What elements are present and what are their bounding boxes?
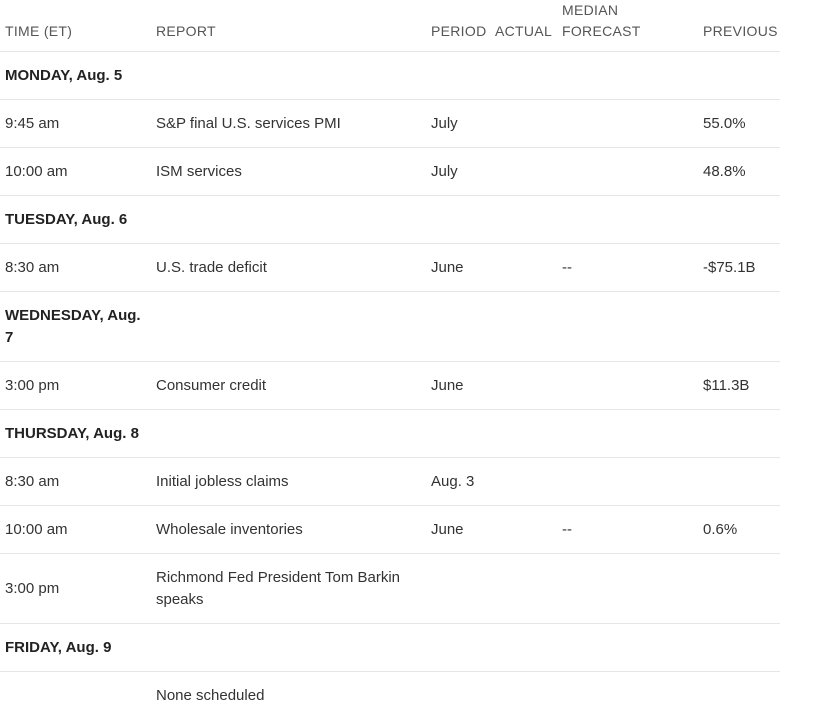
event-period: July (426, 148, 490, 196)
event-period: Aug. 3 (426, 458, 490, 506)
event-time: 8:30 am (0, 244, 151, 292)
table-row (0, 672, 780, 719)
event-period: June (426, 506, 490, 554)
table-row (0, 100, 780, 148)
event-actual (490, 554, 557, 624)
event-median (557, 554, 698, 624)
event-report: S&P final U.S. services PMI (151, 100, 426, 148)
day-label: THURSDAY, Aug. 8 (0, 410, 151, 458)
event-actual (490, 244, 557, 292)
event-report: U.S. trade deficit (151, 244, 426, 292)
day-label: TUESDAY, Aug. 6 (0, 196, 151, 244)
event-median (557, 458, 698, 506)
event-time: 3:00 pm (0, 362, 151, 410)
event-previous: $11.3B (698, 362, 780, 410)
event-period: July (426, 100, 490, 148)
day-row (0, 410, 780, 458)
event-actual (490, 362, 557, 410)
event-time: 10:00 am (0, 148, 151, 196)
table-row (0, 554, 780, 624)
header-row (0, 0, 780, 52)
event-time: 3:00 pm (0, 554, 151, 624)
event-previous: 48.8% (698, 148, 780, 196)
event-report: None scheduled (156, 686, 265, 704)
event-median: -- (557, 506, 698, 554)
event-median (557, 672, 698, 719)
header-median-line1: MEDIAN (562, 2, 619, 18)
day-label: FRIDAY, Aug. 9 (0, 624, 151, 672)
table-row (0, 148, 780, 196)
event-previous: -$75.1B (698, 244, 780, 292)
event-actual (490, 672, 557, 719)
header-period: PERIOD (426, 0, 490, 52)
event-period (426, 672, 490, 719)
day-row (0, 624, 780, 672)
event-actual (490, 100, 557, 148)
header-median-line2: FORECAST (562, 23, 641, 39)
event-previous: 0.6% (698, 506, 780, 554)
header-actual: ACTUAL (490, 0, 557, 52)
header-report: REPORT (151, 0, 426, 52)
event-report: Consumer credit (151, 362, 426, 410)
event-previous: 55.0% (698, 100, 780, 148)
event-median (557, 100, 698, 148)
event-actual (490, 506, 557, 554)
event-time: 8:30 am (0, 458, 151, 506)
event-median (557, 148, 698, 196)
day-row (0, 52, 780, 100)
event-report: ISM services (151, 148, 426, 196)
event-time: 10:00 am (0, 506, 151, 554)
event-report: Richmond Fed President Tom Barkin speaks (151, 554, 426, 624)
event-previous (698, 672, 780, 719)
table-row (0, 506, 780, 554)
day-row (0, 196, 780, 244)
event-actual (490, 458, 557, 506)
event-report: Wholesale inventories (151, 506, 426, 554)
header-time: TIME (ET) (0, 0, 151, 52)
event-previous (698, 554, 780, 624)
day-label: WEDNESDAY, Aug. 7 (0, 292, 151, 362)
table-row (0, 244, 780, 292)
event-actual (490, 148, 557, 196)
event-previous (698, 458, 780, 506)
event-median (557, 362, 698, 410)
event-median: -- (557, 244, 698, 292)
event-period: June (426, 362, 490, 410)
event-time (0, 672, 151, 719)
day-row (0, 292, 780, 362)
header-previous: PREVIOUS (698, 0, 780, 52)
event-period: June (426, 244, 490, 292)
event-time: 9:45 am (0, 100, 151, 148)
event-period (426, 554, 490, 624)
day-label: MONDAY, Aug. 5 (0, 52, 151, 100)
event-report: Initial jobless claims (151, 458, 426, 506)
table-row (0, 458, 780, 506)
header-median-forecast (557, 0, 698, 52)
table-row (0, 362, 780, 410)
